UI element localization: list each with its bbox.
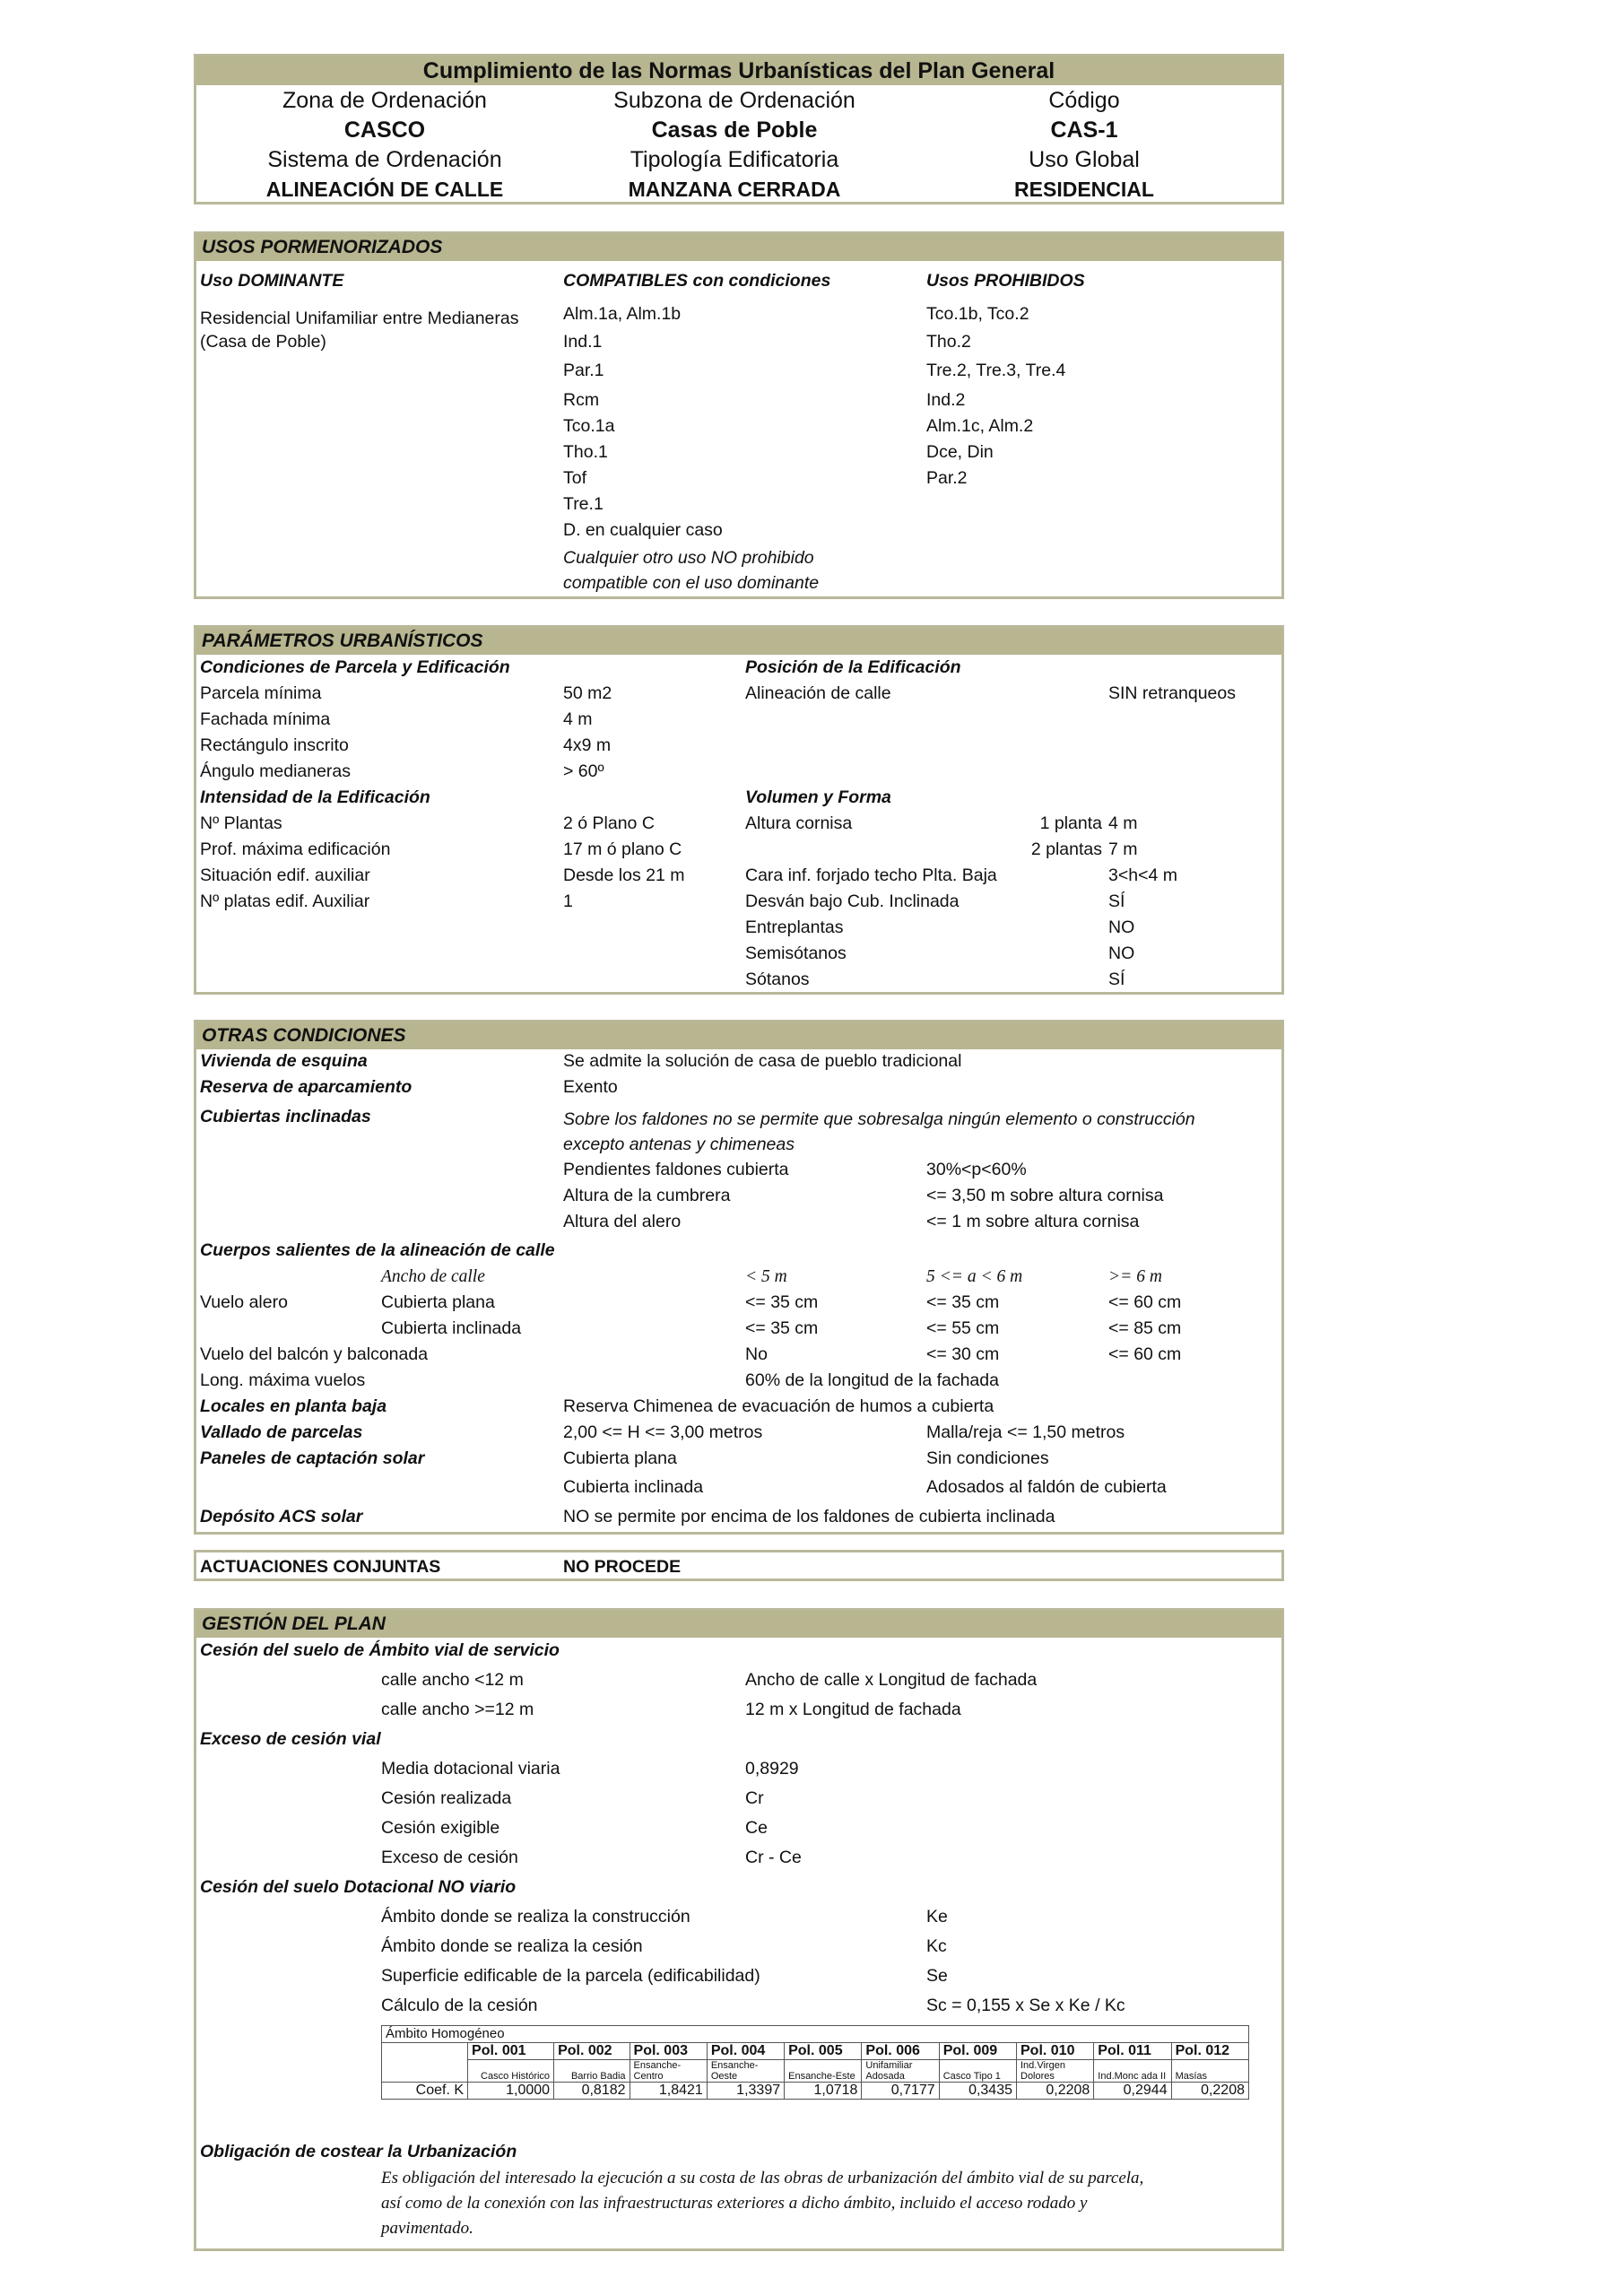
paneles-row-value: Sin condiciones <box>926 1448 1049 1468</box>
dot-row-label: Cálculo de la cesión <box>381 1996 538 2015</box>
prohibido-item: Ind.2 <box>926 390 966 410</box>
vol-label: Cara inf. forjado techo Plta. Baja <box>745 865 997 885</box>
zona-value: CASCO <box>343 117 426 143</box>
cub-row-value: <= 3,50 m sobre altura cornisa <box>926 1186 1164 1205</box>
ancho-head: < 5 m <box>745 1267 787 1286</box>
compatible-item: Par.1 <box>563 361 604 380</box>
table-row <box>382 2026 1249 2043</box>
pol-name: Ensanche-Centro <box>630 2060 707 2083</box>
deposito-value: NO se permite por encima de los faldones de cubierta inclinada <box>563 1507 1055 1526</box>
vol-label: Semisótanos <box>745 944 847 963</box>
sistema-label: Sistema de Ordenación <box>267 147 502 172</box>
obligacion-text: así como de la conexión con las infraestructuras exteriores a dicho ámbito, incluido el acceso rodado y <box>381 2194 1088 2213</box>
vuelo-row-label: Cubierta inclinada <box>381 1318 522 1338</box>
dot-row-value: Kc <box>926 1936 947 1956</box>
param-value: 4 m <box>563 709 593 729</box>
prohibido-item: Tho.2 <box>926 332 971 352</box>
actuaciones-value: NO PROCEDE <box>563 1557 682 1577</box>
deposito-label: Depósito ACS solar <box>200 1507 363 1526</box>
parametros-title: PARÁMETROS URBANÍSTICOS <box>196 628 1281 655</box>
cub-row-label: Altura de la cumbrera <box>563 1186 731 1205</box>
vuelo-alero-label: Vuelo alero <box>200 1292 288 1312</box>
dot-row-value: Sc = 0,155 x Se x Ke / Kc <box>926 1996 1125 2015</box>
tipologia-label: Tipología Edificatoria <box>630 147 839 172</box>
coef-k-value: 0,8182 <box>554 2083 630 2100</box>
param-value: 17 m ó plano C <box>563 839 682 859</box>
cub-row-value: 30%<p<60% <box>926 1160 1027 1179</box>
param-label: Rectángulo inscrito <box>200 735 349 755</box>
balcon-cell: No <box>745 1344 768 1364</box>
locales-label: Locales en planta baja <box>200 1396 387 1416</box>
uso-dominante-header: Uso DOMINANTE <box>200 271 344 291</box>
param-label: Prof. máxima edificación <box>200 839 391 859</box>
prohibido-item: Alm.1c, Alm.2 <box>926 416 1034 436</box>
vallado-malla: Malla/reja <= 1,50 metros <box>926 1422 1125 1442</box>
table-row <box>382 2043 1249 2060</box>
cub-row-label: Altura del alero <box>563 1212 682 1231</box>
altura-value: 7 m <box>1108 839 1138 859</box>
param-value: 50 m2 <box>563 683 612 703</box>
obligacion-text: pavimentado. <box>381 2219 473 2238</box>
pol-name: Barrio Badia <box>554 2060 630 2083</box>
compatible-note: compatible con el uso dominante <box>563 573 820 593</box>
tipologia-value: MANZANA CERRADA <box>628 178 841 201</box>
coef-k-value: 0,3435 <box>939 2083 1016 2100</box>
param-label: Nº platas edif. Auxiliar <box>200 891 370 911</box>
altura-plantas: 1 planta <box>1039 813 1102 833</box>
vuelo-cell: <= 35 cm <box>745 1318 819 1338</box>
pol-name: Masías <box>1171 2060 1248 2083</box>
prohibido-item: Par.2 <box>926 468 968 488</box>
vial-row-label: calle ancho >=12 m <box>381 1700 534 1719</box>
pol-name: Ind.Monc ada II <box>1094 2060 1171 2083</box>
coef-k-value: 0,2208 <box>1171 2083 1248 2100</box>
actuaciones-label: ACTUACIONES CONJUNTAS <box>200 1557 441 1577</box>
aparcamiento-label: Reserva de aparcamiento <box>200 1077 413 1097</box>
ancho-head: >= 6 m <box>1108 1267 1162 1286</box>
vuelo-cell: <= 55 cm <box>926 1318 1000 1338</box>
compatible-item: Ind.1 <box>563 332 603 352</box>
uso-global-value: RESIDENCIAL <box>1014 178 1154 201</box>
obligacion-title: Obligación de costear la Urbanización <box>200 2142 517 2161</box>
ancho-head: 5 <= a < 6 m <box>926 1267 1023 1286</box>
aparcamiento-value: Exento <box>563 1077 618 1097</box>
vial-row-value: Ancho de calle x Longitud de fachada <box>745 1670 1038 1690</box>
pol-header: Pol. 001 <box>468 2043 554 2060</box>
param-label: Ángulo medianeras <box>200 761 352 781</box>
dot-row-label: Ámbito donde se realiza la construcción <box>381 1907 690 1926</box>
balcon-label: Vuelo del balcón y balconada <box>200 1344 429 1364</box>
document-title: Cumplimiento de las Normas Urbanísticas del Plan General <box>196 57 1281 85</box>
codigo-value: CAS-1 <box>1050 117 1118 143</box>
balcon-cell: <= 30 cm <box>926 1344 1000 1364</box>
pol-header: Pol. 004 <box>707 2043 784 2060</box>
header-box <box>194 54 1284 204</box>
parametros-section <box>194 625 1284 995</box>
subzona-value: Casas de Poble <box>651 117 818 143</box>
compatible-item: Tco.1a <box>563 416 615 436</box>
pol-header: Pol. 009 <box>939 2043 1016 2060</box>
esquina-value: Se admite la solución de casa de pueblo tradicional <box>563 1051 962 1071</box>
pol-name: Casco Histórico <box>468 2060 554 2083</box>
codigo-label: Código <box>1048 88 1120 113</box>
coef-k-value: 0,7177 <box>862 2083 939 2100</box>
exceso-row-label: Cesión realizada <box>381 1788 512 1808</box>
compatible-item: D. en cualquier caso <box>563 520 723 540</box>
compatibles-header: COMPATIBLES con condiciones <box>563 271 831 291</box>
vol-value: SÍ <box>1108 970 1125 989</box>
pol-header: Pol. 006 <box>862 2043 939 2060</box>
cub-row-label: Pendientes faldones cubierta <box>563 1160 789 1179</box>
vuelo-row-label: Cubierta plana <box>381 1292 495 1312</box>
otras-title: OTRAS CONDICIONES <box>196 1022 1281 1049</box>
posicion-label: Alineación de calle <box>745 683 891 703</box>
usos-title: USOS PORMENORIZADOS <box>196 234 1281 261</box>
compatible-item: Tho.1 <box>563 442 608 462</box>
coef-k-value: 1,8421 <box>630 2083 707 2100</box>
coef-k-value: 0,2208 <box>1017 2083 1094 2100</box>
esquina-label: Vivienda de esquina <box>200 1051 368 1071</box>
dot-row-value: Ke <box>926 1907 948 1926</box>
exceso-title: Exceso de cesión vial <box>200 1729 381 1749</box>
table-cell <box>382 2043 468 2083</box>
cond-parcela-title: Condiciones de Parcela y Edificación <box>200 657 510 677</box>
altura-value: 4 m <box>1108 813 1138 833</box>
ancho-head: Ancho de calle <box>381 1267 485 1286</box>
altura-plantas: 2 plantas <box>1030 839 1102 859</box>
param-label: Fachada mínima <box>200 709 331 729</box>
param-label: Situación edif. auxiliar <box>200 865 370 885</box>
exceso-row-value: 0,8929 <box>745 1759 799 1779</box>
vallado-value: 2,00 <= H <= 3,00 metros <box>563 1422 763 1442</box>
param-value: Desde los 21 m <box>563 865 685 885</box>
pol-header: Pol. 012 <box>1171 2043 1248 2060</box>
coef-k-table <box>381 2025 1249 2100</box>
balcon-cell: <= 60 cm <box>1108 1344 1182 1364</box>
compatible-note: Cualquier otro uso NO prohibido <box>563 548 814 568</box>
pol-header: Pol. 003 <box>630 2043 707 2060</box>
vol-value: NO <box>1108 944 1135 963</box>
coef-k-value: 1,0000 <box>468 2083 554 2100</box>
vuelo-cell: <= 85 cm <box>1108 1318 1182 1338</box>
vuelo-cell: <= 35 cm <box>926 1292 1000 1312</box>
vuelo-cell: <= 35 cm <box>745 1292 819 1312</box>
ambito-title: Ámbito Homogéneo <box>382 2026 1249 2043</box>
exceso-row-label: Exceso de cesión <box>381 1848 518 1867</box>
prohibido-item: Dce, Din <box>926 442 994 462</box>
zona-label: Zona de Ordenación <box>282 88 487 113</box>
gestion-section <box>194 1608 1284 2251</box>
prohibidos-header: Usos PROHIBIDOS <box>926 271 1085 291</box>
compatible-item: Rcm <box>563 390 600 410</box>
cubiertas-label: Cubiertas inclinadas <box>200 1107 371 1126</box>
table-row <box>382 2060 1249 2083</box>
compatible-item: Tof <box>563 468 587 488</box>
posicion-value: SIN retranqueos <box>1108 683 1236 703</box>
vol-label: Desván bajo Cub. Inclinada <box>745 891 960 911</box>
locales-value: Reserva Chimenea de evacuación de humos a cubierta <box>563 1396 994 1416</box>
prohibido-item: Tre.2, Tre.3, Tre.4 <box>926 361 1066 380</box>
param-value: > 60º <box>563 761 604 781</box>
pol-name: Casco Tipo 1 <box>939 2060 1016 2083</box>
pol-name: Ind.Virgen Dolores <box>1017 2060 1094 2083</box>
exceso-row-value: Cr <box>745 1788 764 1808</box>
dotacional-title: Cesión del suelo Dotacional NO viario <box>200 1877 517 1897</box>
vuelo-cell: <= 60 cm <box>1108 1292 1182 1312</box>
paneles-row-label: Cubierta inclinada <box>563 1477 704 1497</box>
pol-name: Ensanche-Oeste <box>707 2060 784 2083</box>
coef-k-label: Coef. K <box>382 2083 468 2100</box>
vol-value: SÍ <box>1108 891 1125 911</box>
long-vuelos-value: 60% de la longitud de la fachada <box>745 1370 999 1390</box>
sistema-value: ALINEACIÓN DE CALLE <box>265 178 504 201</box>
volumen-title: Volumen y Forma <box>745 787 891 807</box>
posicion-title: Posición de la Edificación <box>745 657 961 677</box>
exceso-row-label: Cesión exigible <box>381 1818 500 1838</box>
gestion-title: GESTIÓN DEL PLAN <box>196 1611 1281 1638</box>
intensidad-title: Intensidad de la Edificación <box>200 787 430 807</box>
param-value: 1 <box>563 891 573 911</box>
cubiertas-note: Sobre los faldones no se permite que sobresalga ningún elemento o construcción <box>563 1109 1195 1129</box>
cesion-vial-title: Cesión del suelo de Ámbito vial de servicio <box>200 1640 560 1660</box>
vial-row-label: calle ancho <12 m <box>381 1670 524 1690</box>
param-label: Parcela mínima <box>200 683 322 703</box>
paneles-row-label: Cubierta plana <box>563 1448 677 1468</box>
exceso-row-value: Cr - Ce <box>745 1848 802 1867</box>
pol-header: Pol. 002 <box>554 2043 630 2060</box>
dominante-line: Residencial Unifamiliar entre Medianeras <box>200 309 519 328</box>
dominante-line: (Casa de Poble) <box>200 332 326 352</box>
compatible-item: Tre.1 <box>563 494 604 514</box>
coef-k-value: 1,0718 <box>785 2083 862 2100</box>
cubiertas-note: excepto antenas y chimeneas <box>563 1135 795 1154</box>
long-vuelos-label: Long. máxima vuelos <box>200 1370 366 1390</box>
cuerpos-salientes-label: Cuerpos salientes de la alineación de calle <box>200 1240 555 1260</box>
vol-label: Entreplantas <box>745 918 844 937</box>
coef-k-value: 0,2944 <box>1094 2083 1171 2100</box>
vol-value: 3<h<4 m <box>1108 865 1177 885</box>
param-value: 2 ó Plano C <box>563 813 655 833</box>
paneles-label: Paneles de captación solar <box>200 1448 425 1468</box>
dot-row-label: Superficie edificable de la parcela (edificabilidad) <box>381 1966 760 1986</box>
param-value: 4x9 m <box>563 735 612 755</box>
obligacion-text: Es obligación del interesado la ejecución a su costa de las obras de urbanización del ámbito vial de su parcela, <box>381 2169 1144 2187</box>
pol-name: Ensanche-Este <box>785 2060 862 2083</box>
table-row <box>382 2083 1249 2100</box>
exceso-row-value: Ce <box>745 1818 768 1838</box>
actuaciones-section <box>194 1550 1284 1581</box>
pol-name: Unifamiliar Adosada <box>862 2060 939 2083</box>
usos-section <box>194 231 1284 599</box>
vial-row-value: 12 m x Longitud de fachada <box>745 1700 961 1719</box>
paneles-row-value: Adosados al faldón de cubierta <box>926 1477 1167 1497</box>
dot-row-value: Se <box>926 1966 948 1986</box>
vallado-label: Vallado de parcelas <box>200 1422 363 1442</box>
pol-header: Pol. 011 <box>1094 2043 1171 2060</box>
cub-row-value: <= 1 m sobre altura cornisa <box>926 1212 1140 1231</box>
coef-k-value: 1,3397 <box>707 2083 784 2100</box>
vol-value: NO <box>1108 918 1135 937</box>
exceso-row-label: Media dotacional viaria <box>381 1759 560 1779</box>
compatible-item: Alm.1a, Alm.1b <box>563 304 682 324</box>
subzona-label: Subzona de Ordenación <box>613 88 855 113</box>
vol-label: Sótanos <box>745 970 810 989</box>
param-label: Nº Plantas <box>200 813 282 833</box>
altura-cornisa-label: Altura cornisa <box>745 813 853 833</box>
dot-row-label: Ámbito donde se realiza la cesión <box>381 1936 643 1956</box>
otras-section <box>194 1020 1284 1535</box>
uso-global-label: Uso Global <box>1029 147 1140 172</box>
pol-header: Pol. 005 <box>785 2043 862 2060</box>
prohibido-item: Tco.1b, Tco.2 <box>926 304 1029 324</box>
pol-header: Pol. 010 <box>1017 2043 1094 2060</box>
